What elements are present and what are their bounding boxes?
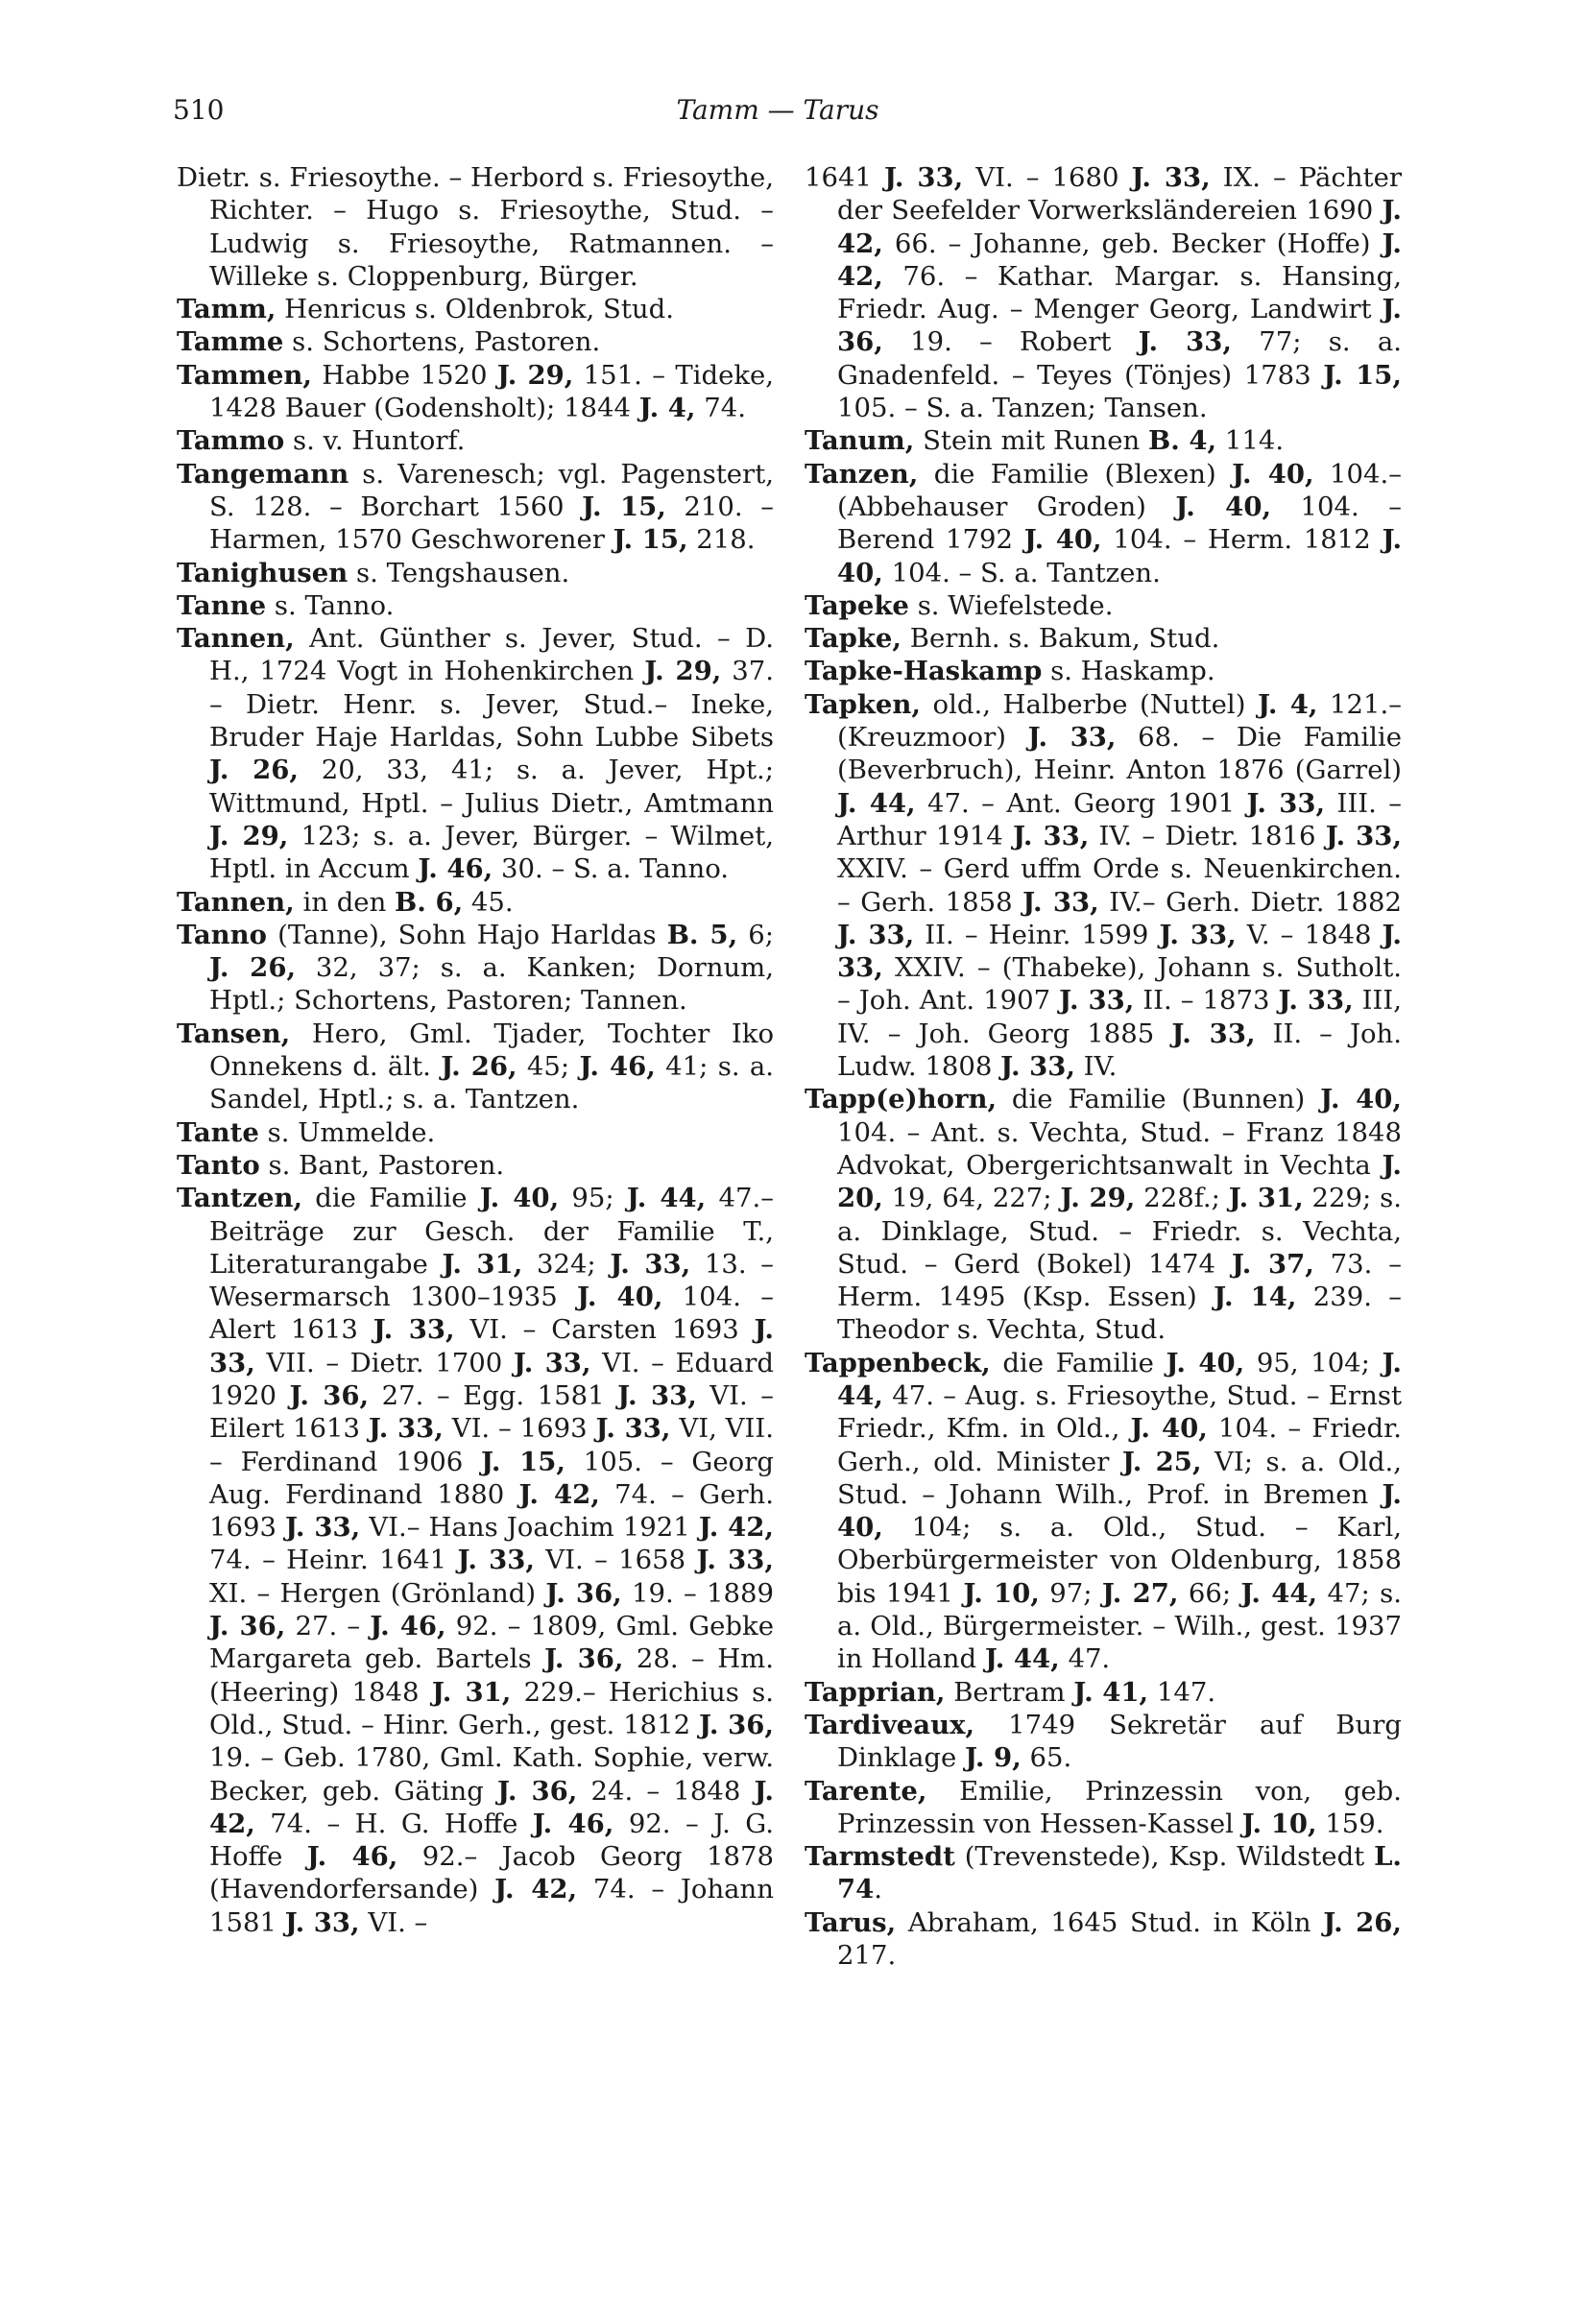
- entry-text: Abraham, 1645 Stud. in Köln J. 26, 217.: [837, 1906, 1402, 1972]
- entry-headword: Tanto: [177, 1149, 260, 1181]
- entry-text: s. Tengshausen.: [356, 557, 570, 588]
- index-entry: [805, 1906, 1402, 1973]
- entry-headword: Tanne: [177, 589, 267, 621]
- index-entry: [805, 1676, 1402, 1709]
- entry-text: 1641 J. 33, VI. – 1680 J. 33, IX. – Pächter der Seefelder Vorwerksländereien 1690 J. 42, 66. – Johanne, geb. Becker (Hoffe) J. 42, 76. – Kathar. Margar. s. Hansing, Friedr. Aug. – Menger Georg, Landwirt J. 36, 19. – Robert J. 33, 77; s. a. Gnadenfeld. – Teyes (Tönjes) 1783 J. 15, 105. – S. a. Tanzen; Tansen.: [805, 162, 1403, 424]
- index-entry: [177, 424, 774, 457]
- index-entry: [177, 359, 774, 425]
- index-entry: [805, 161, 1402, 424]
- entry-text: 1749 Sekretär auf Burg Dinklage J. 9, 65.: [837, 1709, 1402, 1774]
- page-number: 510: [173, 94, 225, 126]
- entry-headword: Tapken,: [805, 688, 921, 720]
- entry-text: Bernh. s. Bakum, Stud.: [909, 623, 1220, 655]
- entry-text: Ant. Günther s. Jever, Stud. – D. H., 1724 Vogt in Hohenkirchen J. 29, 37. – Dietr. Henr. s. Jever, Stud.– Ineke, Bruder Haje Harldas, Sohn Lubbe Sibets J. 26, 20, 33, 41; s. a. Jever, Hpt.; Wittmund, Hptl. – Julius Dietr., Amtmann J. 29, 123; s. a. Jever, Bürger. – Wilmet, Hptl. in Accum J. 46, 30. – S. a. Tanno.: [209, 623, 775, 885]
- index-entry: [177, 1116, 774, 1149]
- index-entry: [177, 622, 774, 885]
- entry-text: in den B. 6, 45.: [302, 886, 514, 918]
- index-entry: [805, 688, 1402, 1084]
- index-entry: [177, 1149, 774, 1182]
- entry-headword: Tapeke: [805, 589, 909, 621]
- entry-headword: Tangemann: [177, 458, 349, 490]
- index-entry: [177, 458, 774, 557]
- entry-headword: Tapke,: [805, 623, 902, 655]
- entry-text: Bertram J. 41, 147.: [953, 1676, 1216, 1708]
- entry-headword: Tarente,: [805, 1775, 927, 1807]
- entry-text: s. Bant, Pastoren.: [268, 1149, 505, 1181]
- entry-headword: Tapke-Haskamp: [805, 656, 1043, 687]
- right-column: [805, 161, 1402, 1972]
- entry-headword: Tamm,: [177, 294, 277, 325]
- running-head: Tamm — Tarus: [676, 94, 879, 126]
- entry-text: Henricus s. Oldenbrok, Stud.: [284, 294, 674, 325]
- entry-headword: Tanno: [177, 919, 267, 950]
- entry-text: Hero, Gml. Tjader, Tochter Iko Onnekens d. ält. J. 26, 45; J. 46, 41; s. a. Sandel, Hptl.; s. a. Tantzen.: [209, 1018, 775, 1115]
- entry-headword: Tanum,: [805, 425, 915, 457]
- index-entry: [805, 424, 1402, 457]
- entry-text: s. Ummelde.: [267, 1116, 436, 1148]
- index-entry: [805, 1709, 1402, 1775]
- entry-text: s. Varenesch; vgl. Pagenstert, S. 128. – Borchart 1560 J. 15, 210. – Harmen, 1570 Geschworener J. 15, 218.: [209, 458, 774, 556]
- index-entry: [805, 1083, 1402, 1346]
- index-entry: [177, 589, 774, 622]
- entry-text: Dietr. s. Friesoythe. – Herbord s. Friesoythe, Richter. – Hugo s. Friesoythe, Stud. – Ludwig s. Friesoythe, Ratmannen. – Willeke s. Cloppenburg, Bürger.: [177, 162, 774, 292]
- index-entry: [805, 1775, 1402, 1841]
- index-entry: [177, 325, 774, 358]
- index-entry: [177, 557, 774, 589]
- entry-headword: Tarus,: [805, 1906, 897, 1938]
- entry-text: die Familie J. 40, 95, 104; J. 44, 47. – Aug. s. Friesoythe, Stud. – Ernst Friedr., Kfm. in Old., J. 40, 104. – Friedr. Gerh., old. Minister J. 25, VI; s. a. Old., Stud. – Johann Wilh., Prof. in Bremen J. 40, 104; s. a. Old., Stud. – Karl, Oberbürgermeister von Oldenburg, 1858 bis 1941 J. 10, 97; J. 27, 66; J. 44, 47; s. a. Old., Bürgermeister. – Wilh., gest. 1937 in Holland J. 44, 47.: [837, 1347, 1403, 1675]
- entry-headword: Tannen,: [177, 886, 295, 918]
- entry-headword: Tapp(e)horn,: [805, 1084, 998, 1115]
- index-entry: [177, 1018, 774, 1116]
- entry-headword: Tarmstedt: [805, 1841, 955, 1873]
- entry-headword: Tantzen,: [177, 1183, 303, 1214]
- entry-text: Habbe 1520 J. 29, 151. – Tideke, 1428 Bauer (Godensholt); 1844 J. 4, 74.: [209, 359, 775, 424]
- entry-text: s. Tanno.: [274, 589, 395, 621]
- entry-headword: Tanzen,: [805, 458, 919, 490]
- entry-text: Stein mit Runen B. 4, 114.: [923, 425, 1285, 457]
- entry-headword: Tammo: [177, 425, 285, 457]
- index-entry: [805, 589, 1402, 622]
- index-entry: [805, 1347, 1402, 1676]
- entry-text: die Familie J. 40, 95; J. 44, 47.– Beiträge zur Gesch. der Familie T., Literaturangabe J. 31, 324; J. 33, 13. – Wesermarsch 1300–1935 J. 40, 104. – Alert 1613 J. 33, VI. – Carsten 1693 J. 33, VII. – Dietr. 1700 J. 33, VI. – Eduard 1920 J. 36, 27. – Egg. 1581 J. 33, VI. – Eilert 1613 J. 33, VI. – 1693 J. 33, VI, VII. – Ferdinand 1906 J. 15, 105. – Georg Aug. Ferdinand 1880 J. 42, 74. – Gerh. 1693 J. 33, VI.– Hans Joachim 1921 J. 42, 74. – Heinr. 1641 J. 33, VI. – 1658 J. 33, XI. – Hergen (Grönland) J. 36, 19. – 1889 J. 36, 27. – J. 46, 92. – 1809, Gml. Gebke Margareta geb. Bartels J. 36, 28. – Hm. (Heering) 1848 J. 31, 229.– Herichius s. Old., Stud. – Hinr. Gerh., gest. 1812 J. 36, 19. – Geb. 1780, Gml. Kath. Sophie, verw. Becker, geb. Gäting J. 36, 24. – 1848 J. 42, 74. – H. G. Hoffe J. 46, 92. – J. G. Hoffe J. 46, 92.– Jacob Georg 1878 (Havendorfersande) J. 42, 74. – Johann 1581 J. 33, VI. –: [209, 1183, 775, 1938]
- page-header: [173, 94, 1383, 132]
- entry-text: Emilie, Prinzessin von, geb. Prinzessin von Hessen-Kassel J. 10, 159.: [837, 1775, 1402, 1839]
- entry-text: s. Haskamp.: [1050, 656, 1215, 687]
- index-entry: [805, 622, 1402, 655]
- entry-headword: Tannen,: [177, 623, 295, 655]
- entry-text: s. Wiefelstede.: [917, 589, 1114, 621]
- entry-text: s. v. Huntorf.: [292, 425, 466, 457]
- entry-headword: Tapprian,: [805, 1676, 946, 1708]
- entry-text: (Tanne), Sohn Hajo Harldas B. 5, 6; J. 26, 32, 37; s. a. Kanken; Dornum, Hptl.; Schortens, Pastoren; Tannen.: [209, 919, 774, 1017]
- index-entry: [805, 1840, 1402, 1906]
- entry-headword: Tardiveaux,: [805, 1709, 975, 1740]
- index-entry: [805, 655, 1402, 687]
- entry-headword: Tante: [177, 1116, 259, 1148]
- entry-headword: Tanighusen: [177, 557, 349, 588]
- index-entry: [177, 919, 774, 1018]
- entry-text: die Familie (Blexen) J. 40, 104.– (Abbehauser Groden) J. 40, 104. – Berend 1792 J. 40, 104. – Herm. 1812 J. 40, 104. – S. a. Tantzen.: [837, 458, 1403, 588]
- entry-text: s. Schortens, Pastoren.: [292, 326, 601, 358]
- entry-text: die Familie (Bunnen) J. 40, 104. – Ant. s. Vechta, Stud. – Franz 1848 Advokat, Obergerichtsanwalt in Vechta J. 20, 19, 64, 227; J. 29, 228f.; J. 31, 229; s. a. Dinklage, Stud. – Friedr. s. Vechta, Stud. – Gerd (Bokel) 1474 J. 37, 73. – Herm. 1495 (Ksp. Essen) J. 14, 239. – Theodor s. Vechta, Stud.: [837, 1084, 1403, 1346]
- left-column: [177, 161, 774, 1939]
- index-entry: [177, 161, 774, 293]
- entry-text: old., Halberbe (Nuttel) J. 4, 121.– (Kreuzmoor) J. 33, 68. – Die Familie (Beverbruch), Heinr. Anton 1876 (Garrel) J. 44, 47. – Ant. Georg 1901 J. 33, III. – Arthur 1914 J. 33, IV. – Dietr. 1816 J. 33, XXIV. – Gerd uffm Orde s. Neuenkirchen. – Gerh. 1858 J. 33, IV.– Gerh. Dietr. 1882 J. 33, II. – Heinr. 1599 J. 33, V. – 1848 J. 33, XXIV. – (Thabeke), Johann s. Sutholt. – Joh. Ant. 1907 J. 33, II. – 1873 J. 33, III, IV. – Joh. Georg 1885 J. 33, II. – Joh. Ludw. 1808 J. 33, IV.: [837, 688, 1403, 1083]
- index-entry: [177, 1182, 774, 1939]
- entry-text: (Trevenstede), Ksp. Wildstedt L. 74.: [837, 1841, 1402, 1905]
- entry-headword: Tansen,: [177, 1018, 291, 1049]
- entry-headword: Tappenbeck,: [805, 1347, 991, 1378]
- index-entry: [805, 458, 1402, 589]
- entry-headword: Tammen,: [177, 359, 312, 391]
- index-entry: [177, 293, 774, 325]
- entry-headword: Tamme: [177, 326, 284, 358]
- index-entry: [177, 886, 774, 919]
